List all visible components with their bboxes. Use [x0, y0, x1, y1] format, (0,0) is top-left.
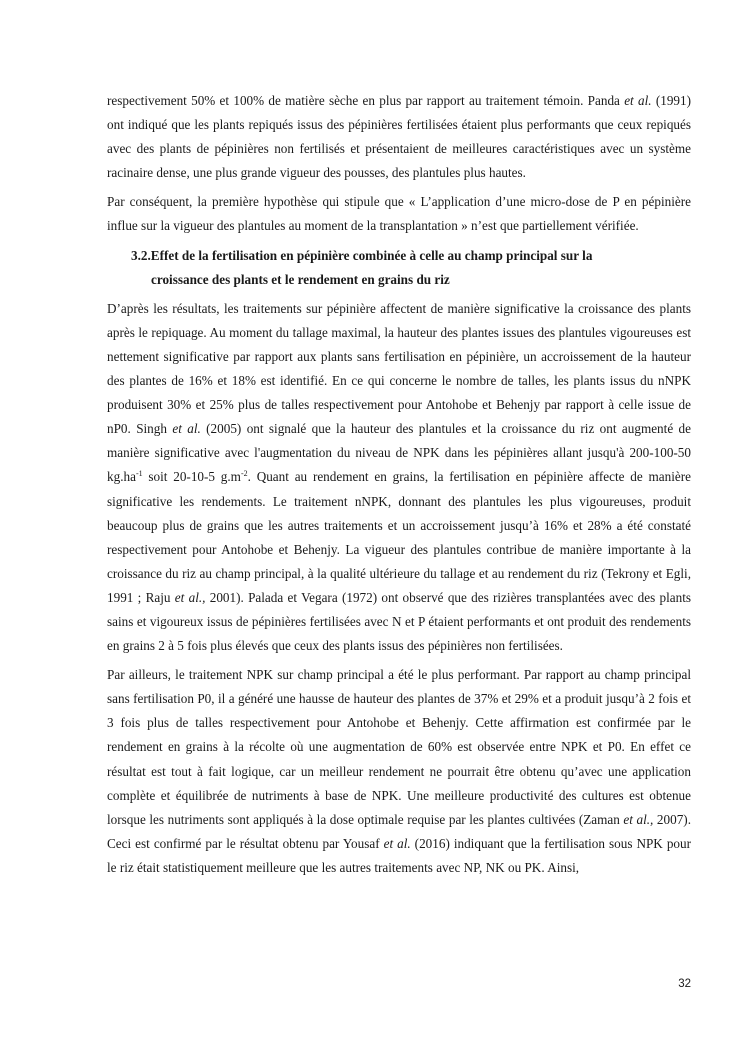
paragraph-hypothesis: Par conséquent, la première hypothèse qui stipule que « L’application d’une micro-dose de P en pépinière influe sur la vigueur des plantules au moment de la transplantation » n’est que partiellement vérifiée. — [107, 194, 691, 234]
paragraph-nursery-results — [107, 297, 691, 658]
text-run: (2005) ont signalé que la hauteur des plantules et la croissance du riz ont augmenté de manière significative avec l'augmentation du niveau de NPK dans les pépinières allant jusqu'à 200-100-50 kg.ha — [107, 421, 691, 485]
section-heading-3-2 — [107, 244, 691, 292]
text-run: . Quant au rendement en grains, la fertilisation en pépinière affecte de manière significative les rendements. Le traitement nNPK, donnant des plantules les plus vigoureuses, produit beaucoup plus de grains que les autres traitements et un accroissement jusqu’à 16% et 28% a été constaté respectivement pour Antohobe et Behenjy. La vigueur des plantules contribue de manière importante à la croissance du riz au champ principal, à la qualité ultérieure du tallage et au rendement du riz (Tekrony et Egli, 1991 ; Raju — [107, 469, 691, 605]
text-run: soit 20-10-5 g.m — [142, 469, 241, 485]
document-body — [107, 89, 691, 880]
section-number: 3.2. — [131, 247, 151, 263]
text-run: respectivement 50% et 100% de matière sèche en plus par rapport au traitement témoin. Panda — [107, 93, 625, 108]
text-run: (1991) ont indiqué que les plants repiqués issus des pépinières fertilisées étaient plus performants que ceux repiqués avec des plants de pépinières non fertilisés et présentaient de meilleures caractéristiques avec un système racinaire dense, une plus grande vigueur des pousses, des plantules plus hautes. — [107, 93, 691, 181]
text-run: D’après les résultats, les traitements sur pépinière affectent de manière significative la croissance des plants après le repiquage. Au moment du tallage maximal, la hauteur des plantes issues des plantules vigoureuses est nettement significative par rapport aux plants sans fertilisation en pépinière, un accroissement de la hauteur des plantes de 16% et 18% est identifié. En ce qui concerne le nombre de talles, les plants issus du nNPK produisent 30% et 25% plus de talles respectivement pour Antohobe et Behenjy par rapport à celle issue de nP0. Singh — [107, 300, 691, 437]
italic-et-al: et al., — [623, 811, 654, 827]
text-run: 2007). Ceci est confirmé par le résultat obtenu par Yousaf — [107, 811, 691, 851]
text-run: Par ailleurs, le traitement NPK sur champ principal a été le plus performant. Par rapport au champ principal sans fertilisation P0, il a généré une hausse de hauteur des plantes de 37% et 29% et a produit jusqu’à 2 fois et 3 fois plus de talles respectivement pour Antohobe et Behenjy. Cette affirmation est confirmée par le rendement en grains à la récolte où une augmentation de 60% est observée entre NPK et P0. En effet ce résultat est tout à fait logique, car un meilleur rendement ne pourrait être obtenu qu’avec une application complète et équilibrée de nutriments à base de NPK. Une meilleure productivité des cultures est obtenue lorsque les nutriments sont appliqués à la dose optimale requise par les plantes cultivées (Zaman — [107, 667, 691, 827]
italic-et-al: et al. — [624, 93, 652, 108]
italic-et-al: et al. — [172, 421, 201, 437]
superscript: -2 — [240, 469, 248, 479]
section-title-line-2: croissance des plants et le rendement en grains du riz — [151, 271, 450, 287]
text-run: (2016) indiquant que la fertilisation sous NPK pour le riz était statistiquement meilleure que les autres traitements avec NP, NK ou PK. Ainsi, — [107, 835, 691, 875]
italic-et-al: et al. — [383, 835, 411, 851]
page-number: 32 — [678, 978, 691, 990]
text-run: 2001). Palada et Vegara (1972) ont observé que des rizières transplantées avec des plants sains et vigoureux issus de pépinières fertilisées avec N et P étaient performants et ont produit des rendements en grains 2 à 5 fois plus élevés que ceux des plants issus des pépinières non fertilisées. — [107, 589, 691, 654]
paragraph-dry-matter — [107, 89, 691, 185]
italic-et-al: et al., — [174, 589, 206, 605]
superscript: -1 — [135, 469, 143, 479]
paragraph-npk-main-field — [107, 663, 691, 880]
section-title-line-1: Effet de la fertilisation en pépinière combinée à celle au champ principal sur la — [150, 247, 593, 263]
